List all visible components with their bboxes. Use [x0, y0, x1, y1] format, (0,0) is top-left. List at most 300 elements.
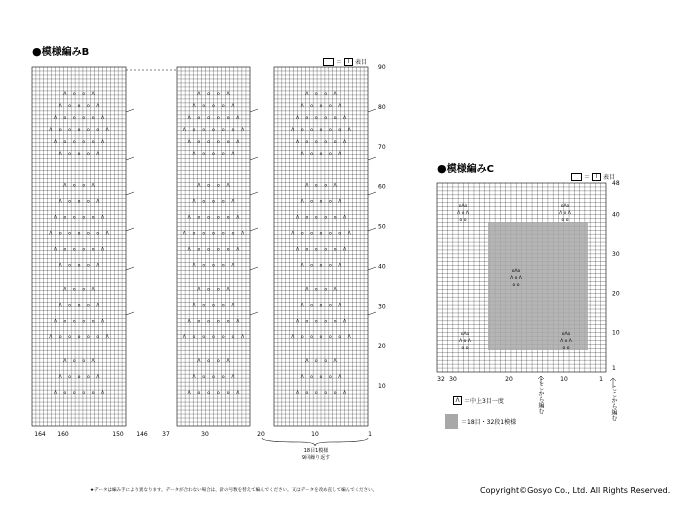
- b-stitch-mark: o: [207, 139, 211, 145]
- b-stitch-mark: Λ: [231, 151, 235, 157]
- b-stitch-mark: o: [58, 231, 62, 237]
- b-row-label: 30: [378, 303, 386, 311]
- b-stitch-mark: o: [324, 391, 328, 397]
- repeat-note-line1: 18目1模様: [303, 448, 329, 454]
- b-stitch-mark: Λ: [236, 115, 240, 121]
- b-stitch-mark: o: [212, 263, 215, 269]
- b-stitch-mark: o: [77, 375, 81, 381]
- b-edge-mark: [368, 192, 376, 195]
- b-stitch-mark: Λ: [333, 287, 337, 293]
- b-stitch-mark: o: [329, 199, 332, 205]
- b-stitch-mark: o: [63, 215, 67, 221]
- b-stitch-mark: o: [91, 139, 95, 145]
- c-repeat-area: [488, 222, 588, 350]
- b-stitch-mark: o: [82, 183, 86, 189]
- b-stitch-mark: o: [72, 139, 76, 145]
- b-stitch-mark: o: [310, 231, 313, 237]
- b-stitch-mark: Λ: [58, 103, 62, 109]
- b-stitch-mark: o: [91, 115, 95, 121]
- b-stitch-mark: o: [72, 183, 76, 189]
- b-stitch-mark: o: [310, 199, 313, 205]
- b-stitch-mark: o: [319, 303, 323, 309]
- b-stitch-mark: o: [96, 127, 100, 133]
- b-stitch-mark: Λ: [226, 91, 230, 97]
- b-stitch-mark: o: [77, 151, 81, 157]
- c-col-label: 10: [560, 376, 568, 383]
- b-stitch-mark: Λ: [91, 287, 95, 293]
- b-stitch-mark: o: [221, 375, 225, 381]
- b-stitch-mark: o: [207, 319, 211, 325]
- b-stitch-mark: o: [63, 139, 67, 145]
- b-stitch-mark: o: [87, 231, 90, 237]
- b-stitch-mark: o: [207, 247, 211, 253]
- b-stitch-mark: o: [197, 139, 201, 145]
- b-stitch-mark: Λ: [192, 303, 196, 309]
- b-stitch-mark: o: [216, 391, 220, 397]
- b-stitch-mark: Λ: [295, 115, 300, 121]
- b-stitch-mark: o: [319, 151, 323, 157]
- b-stitch-mark: o: [338, 335, 342, 341]
- b-edge-mark: [250, 228, 258, 231]
- b-stitch-mark: Λ: [342, 215, 347, 221]
- b-stitch-mark: o: [221, 199, 225, 205]
- b-stitch-mark: Λ: [192, 263, 196, 269]
- b-stitch-mark: o: [202, 335, 206, 341]
- b-stitch-mark: Λ: [295, 247, 300, 253]
- b-stitch-mark: o: [226, 215, 230, 221]
- b-stitch-mark: o: [324, 139, 328, 145]
- b-stitch-mark: Λ: [197, 287, 201, 293]
- b-stitch-mark: o: [324, 183, 328, 189]
- b-edge-mark: [126, 228, 134, 231]
- b-stitch-mark: o: [314, 183, 318, 189]
- b-stitch-mark: o: [319, 335, 323, 341]
- b-stitch-mark: Λ: [192, 375, 196, 381]
- b-stitch-mark: o: [216, 91, 220, 97]
- b-stitch-mark: Λ: [58, 199, 62, 205]
- b-stitch-mark: o: [82, 139, 86, 145]
- b-stitch-mark: o: [68, 231, 71, 237]
- b-stitch-mark: o: [226, 247, 230, 253]
- c-stitch-mark: Λ o Λ: [560, 339, 572, 344]
- legend-label: 表目: [355, 59, 368, 66]
- c-row-label: 1: [612, 365, 616, 373]
- b-stitch-mark: Λ: [295, 139, 300, 145]
- pattern-c-title: [437, 160, 494, 175]
- b-stitch-mark: o: [333, 139, 337, 145]
- b-stitch-mark: o: [319, 263, 323, 269]
- b-stitch-mark: Λ: [338, 263, 342, 269]
- b-stitch-mark: o: [226, 115, 230, 121]
- b-stitch-mark: o: [329, 335, 332, 341]
- b-stitch-mark: o: [305, 391, 309, 397]
- b-stitch-mark: o: [333, 319, 337, 325]
- b-stitch-mark: o: [305, 115, 309, 121]
- b-stitch-mark: Λ: [300, 103, 304, 109]
- b-stitch-mark: Λ: [300, 375, 304, 381]
- c-stitch-mark: o o: [461, 346, 469, 351]
- b-stitch-mark: o: [329, 231, 332, 237]
- b-stitch-mark: o: [324, 247, 328, 253]
- c-stitch-mark: oΛo: [460, 332, 470, 337]
- b-edge-mark: [250, 267, 258, 270]
- b-stitch-mark: o: [324, 287, 328, 293]
- b-stitch-mark: Λ: [300, 303, 304, 309]
- b-stitch-mark: Λ: [182, 127, 186, 133]
- b-stitch-mark: o: [72, 215, 76, 221]
- b-stitch-mark: Λ: [291, 127, 295, 133]
- b-stitch-mark: Λ: [236, 391, 240, 397]
- b-stitch-mark: o: [212, 103, 215, 109]
- c-col-label: 32: [437, 376, 445, 383]
- b-edge-mark: [126, 312, 134, 315]
- b-stitch-mark: o: [216, 183, 220, 189]
- b-stitch-mark: Λ: [63, 183, 67, 189]
- b-stitch-mark: Λ: [96, 151, 100, 157]
- b-stitch-mark: Λ: [96, 375, 100, 381]
- b-stitch-mark: Λ: [333, 359, 337, 365]
- pattern-c-title-text: 模様編みC: [446, 164, 494, 175]
- b-stitch-mark: o: [314, 287, 318, 293]
- b-stitch-mark: o: [231, 335, 235, 341]
- b-edge-mark: [126, 192, 134, 195]
- b-stitch-mark: o: [82, 91, 86, 97]
- b-stitch-mark: o: [63, 115, 67, 121]
- b-stitch-mark: o: [221, 151, 225, 157]
- c-row-label: 48: [612, 180, 620, 187]
- b-row-label: 80: [378, 103, 386, 111]
- b-stitch-mark: Λ: [187, 139, 191, 145]
- b-stitch-mark: Λ: [105, 231, 109, 237]
- b-stitch-mark: o: [207, 359, 211, 365]
- b-stitch-mark: Λ: [187, 215, 191, 221]
- b-stitch-mark: o: [192, 127, 196, 133]
- b-stitch-mark: o: [63, 391, 67, 397]
- b-stitch-mark: o: [314, 91, 318, 97]
- legend-eq: ＝: [336, 59, 343, 66]
- b-stitch-mark: o: [197, 247, 201, 253]
- b-stitch-mark: o: [314, 359, 318, 365]
- b-stitch-mark: Λ: [347, 127, 351, 133]
- bullet-icon: ●: [32, 45, 42, 58]
- b-row-label: 90: [378, 64, 386, 71]
- b-stitch-mark: o: [329, 263, 332, 269]
- b-stitch-mark: o: [216, 247, 220, 253]
- b-stitch-mark: Λ: [241, 231, 245, 237]
- b-stitch-mark: Λ: [291, 231, 295, 237]
- b-stitch-mark: Λ: [91, 359, 95, 365]
- b-stitch-mark: o: [212, 375, 215, 381]
- b-stitch-mark: Λ: [231, 103, 235, 109]
- b-stitch-mark: o: [338, 231, 342, 237]
- b-stitch-mark: o: [197, 391, 201, 397]
- b-stitch-mark: o: [212, 303, 215, 309]
- knit-stitch-icon: Ⅰ: [344, 58, 353, 66]
- b-stitch-mark: Λ: [100, 115, 105, 121]
- c-stitch-mark: oΛo: [560, 204, 570, 209]
- b-stitch-mark: Λ: [187, 319, 191, 325]
- b-stitch-mark: Λ: [100, 139, 105, 145]
- b-stitch-mark: o: [207, 183, 211, 189]
- b-stitch-mark: Λ: [58, 303, 62, 309]
- footer-note: ★データは編み手により異なります。データが合わない場合は、針の号数を替えて編んでください。又はデータを改め直して編んでください。: [90, 488, 378, 493]
- b-stitch-mark: o: [68, 103, 71, 109]
- plain-square-icon: [571, 173, 582, 181]
- b-stitch-mark: o: [82, 215, 86, 221]
- b-stitch-mark: Λ: [53, 391, 58, 397]
- key-repeat: [445, 414, 516, 429]
- b-stitch-mark: o: [207, 91, 211, 97]
- b-stitch-mark: Λ: [105, 335, 109, 341]
- b-stitch-mark: o: [72, 115, 76, 121]
- b-stitch-mark: Λ: [305, 287, 309, 293]
- key-decrease: [453, 396, 504, 405]
- b-stitch-mark: o: [202, 231, 206, 237]
- b-stitch-mark: o: [314, 391, 318, 397]
- b-col-label: 164: [34, 431, 46, 438]
- b-stitch-mark: o: [91, 247, 95, 253]
- b-stitch-mark: Λ: [63, 91, 67, 97]
- b-stitch-mark: o: [305, 319, 309, 325]
- b-stitch-mark: Λ: [105, 127, 109, 133]
- b-stitch-mark: o: [202, 375, 206, 381]
- b-stitch-mark: o: [91, 391, 95, 397]
- b-stitch-mark: o: [77, 263, 81, 269]
- b-stitch-mark: o: [333, 115, 337, 121]
- b-stitch-mark: Λ: [58, 263, 62, 269]
- b-stitch-mark: o: [58, 335, 62, 341]
- b-stitch-mark: o: [314, 115, 318, 121]
- b-stitch-mark: o: [300, 127, 304, 133]
- pattern-c-legend: [571, 172, 615, 181]
- b-stitch-mark: o: [319, 127, 323, 133]
- b-panel-right: [274, 67, 368, 426]
- b-stitch-mark: o: [324, 91, 328, 97]
- b-stitch-mark: Λ: [241, 127, 245, 133]
- b-stitch-mark: o: [58, 127, 62, 133]
- b-stitch-mark: o: [202, 303, 206, 309]
- b-stitch-mark: Λ: [231, 263, 235, 269]
- b-stitch-mark: o: [231, 231, 235, 237]
- b-stitch-mark: o: [68, 303, 71, 309]
- b-stitch-mark: Λ: [96, 199, 100, 205]
- b-row-label: 50: [378, 223, 386, 231]
- b-stitch-mark: Λ: [192, 151, 196, 157]
- b-row-label: 70: [378, 143, 386, 151]
- b-stitch-mark: o: [202, 151, 206, 157]
- b-stitch-mark: Λ: [300, 199, 304, 205]
- b-stitch-mark: o: [333, 215, 337, 221]
- b-panel-left: [32, 67, 126, 426]
- b-stitch-mark: o: [87, 103, 90, 109]
- b-edge-mark: [368, 109, 376, 112]
- b-stitch-mark: Λ: [305, 91, 309, 97]
- b-stitch-mark: o: [305, 247, 309, 253]
- b-row-label: 20: [378, 343, 386, 351]
- b-stitch-mark: o: [324, 115, 328, 121]
- b-stitch-mark: o: [82, 115, 86, 121]
- b-col-label: 146: [136, 431, 148, 438]
- b-stitch-mark: Λ: [53, 115, 58, 121]
- b-edge-mark: [126, 109, 134, 112]
- b-stitch-mark: Λ: [305, 183, 309, 189]
- b-stitch-mark: o: [68, 263, 71, 269]
- b-stitch-mark: Λ: [338, 199, 342, 205]
- b-stitch-mark: o: [68, 375, 71, 381]
- legend-label: 表目: [603, 174, 616, 181]
- b-stitch-mark: o: [77, 231, 81, 237]
- b-stitch-mark: o: [216, 287, 220, 293]
- b-stitch-mark: o: [87, 375, 90, 381]
- b-stitch-mark: o: [202, 127, 206, 133]
- b-stitch-mark: Λ: [63, 359, 67, 365]
- b-edge-mark: [368, 312, 376, 315]
- b-stitch-mark: Λ: [305, 359, 309, 365]
- b-stitch-mark: Λ: [197, 183, 201, 189]
- b-edge-mark: [368, 267, 376, 270]
- b-col-label: 1: [368, 431, 372, 438]
- c-stitch-mark: oΛo: [561, 332, 571, 337]
- b-stitch-mark: o: [82, 391, 86, 397]
- b-stitch-mark: Λ: [231, 375, 235, 381]
- b-stitch-mark: o: [329, 151, 332, 157]
- b-stitch-mark: o: [221, 335, 225, 341]
- b-stitch-mark: o: [197, 215, 201, 221]
- b-stitch-mark: Λ: [96, 103, 100, 109]
- b-stitch-mark: Λ: [49, 127, 53, 133]
- b-stitch-mark: o: [91, 319, 95, 325]
- b-row-label: 40: [378, 263, 386, 271]
- b-stitch-mark: o: [226, 319, 230, 325]
- c-stitch-mark: o o: [562, 346, 570, 351]
- b-stitch-mark: Λ: [91, 91, 95, 97]
- b-stitch-mark: o: [221, 103, 225, 109]
- b-stitch-mark: Λ: [338, 103, 342, 109]
- b-stitch-mark: o: [216, 215, 220, 221]
- b-stitch-mark: o: [333, 391, 337, 397]
- b-stitch-mark: Λ: [49, 231, 53, 237]
- b-stitch-mark: Λ: [187, 115, 191, 121]
- b-stitch-mark: o: [314, 319, 318, 325]
- c-row-label: 10: [612, 329, 620, 337]
- b-stitch-mark: Λ: [342, 319, 347, 325]
- b-stitch-mark: o: [202, 263, 206, 269]
- b-stitch-mark: o: [77, 199, 81, 205]
- b-stitch-mark: o: [72, 91, 76, 97]
- b-stitch-mark: o: [310, 151, 313, 157]
- b-stitch-mark: Λ: [63, 287, 67, 293]
- b-stitch-mark: o: [310, 375, 313, 381]
- b-stitch-mark: o: [87, 303, 90, 309]
- b-stitch-mark: o: [314, 215, 318, 221]
- b-stitch-mark: o: [77, 303, 81, 309]
- b-stitch-mark: Λ: [91, 183, 95, 189]
- b-stitch-mark: o: [72, 319, 76, 325]
- b-col-label: 160: [57, 431, 69, 438]
- b-stitch-mark: o: [212, 231, 215, 237]
- c-col-label: 30: [449, 376, 457, 383]
- b-stitch-mark: o: [72, 359, 76, 365]
- b-edge-mark: [250, 157, 258, 160]
- b-col-label: 10: [311, 431, 319, 438]
- b-stitch-mark: Λ: [49, 335, 53, 341]
- c-stitch-mark: oΛo: [458, 204, 468, 209]
- b-edge-mark: [126, 267, 134, 270]
- b-stitch-mark: Λ: [342, 139, 347, 145]
- c-stitch-mark: Λ o Λ: [559, 211, 571, 216]
- b-stitch-mark: o: [68, 199, 71, 205]
- b-stitch-mark: o: [319, 231, 323, 237]
- b-col-label: 30: [201, 431, 209, 438]
- b-stitch-mark: o: [221, 127, 225, 133]
- b-stitch-mark: o: [300, 335, 304, 341]
- b-stitch-mark: Λ: [338, 151, 342, 157]
- b-stitch-mark: Λ: [231, 199, 235, 205]
- b-stitch-mark: o: [192, 231, 196, 237]
- b-stitch-mark: Λ: [96, 263, 100, 269]
- b-stitch-mark: o: [221, 263, 225, 269]
- b-stitch-mark: o: [207, 287, 211, 293]
- c-stitch-mark: Λ o Λ: [510, 276, 522, 281]
- b-stitch-mark: Λ: [241, 335, 245, 341]
- b-stitch-mark: Λ: [182, 335, 186, 341]
- b-stitch-mark: Λ: [100, 215, 105, 221]
- b-stitch-mark: o: [226, 391, 230, 397]
- b-stitch-mark: Λ: [333, 91, 337, 97]
- b-stitch-mark: Λ: [342, 115, 347, 121]
- b-stitch-mark: Λ: [58, 375, 62, 381]
- b-stitch-mark: Λ: [58, 151, 62, 157]
- b-stitch-mark: o: [82, 319, 86, 325]
- b-stitch-mark: o: [216, 359, 220, 365]
- b-stitch-mark: o: [226, 139, 230, 145]
- b-stitch-mark: Λ: [342, 247, 347, 253]
- b-stitch-mark: o: [310, 263, 313, 269]
- b-stitch-mark: o: [96, 335, 100, 341]
- b-stitch-mark: o: [329, 103, 332, 109]
- c-row-label: 40: [612, 211, 620, 219]
- b-stitch-mark: o: [68, 127, 71, 133]
- b-stitch-mark: o: [212, 335, 215, 341]
- b-stitch-mark: Λ: [236, 215, 240, 221]
- b-row-label: 60: [378, 183, 386, 191]
- b-stitch-mark: o: [212, 199, 215, 205]
- b-stitch-mark: o: [329, 303, 332, 309]
- b-edge-mark: [368, 228, 376, 231]
- b-stitch-mark: o: [77, 103, 81, 109]
- c-stitch-mark: oΛo: [511, 269, 521, 274]
- b-stitch-mark: o: [72, 391, 76, 397]
- b-stitch-mark: o: [338, 127, 342, 133]
- b-stitch-mark: o: [324, 215, 328, 221]
- b-stitch-mark: o: [192, 335, 196, 341]
- b-stitch-mark: o: [68, 335, 71, 341]
- start-note-left: ここから編む: [537, 378, 544, 414]
- b-stitch-mark: o: [202, 199, 206, 205]
- b-stitch-mark: Λ: [338, 375, 342, 381]
- b-row-label: 10: [378, 383, 386, 391]
- b-stitch-mark: o: [305, 215, 309, 221]
- c-stitch-mark: Λ o Λ: [459, 339, 471, 344]
- pattern-b-title-text: 模様編みB: [41, 47, 90, 58]
- b-stitch-mark: Λ: [333, 183, 337, 189]
- b-stitch-mark: Λ: [342, 391, 347, 397]
- b-stitch-mark: Λ: [231, 303, 235, 309]
- b-stitch-mark: o: [87, 127, 90, 133]
- b-stitch-mark: Λ: [100, 319, 105, 325]
- bullet-icon: ●: [437, 162, 447, 175]
- b-col-label: 20: [257, 431, 265, 438]
